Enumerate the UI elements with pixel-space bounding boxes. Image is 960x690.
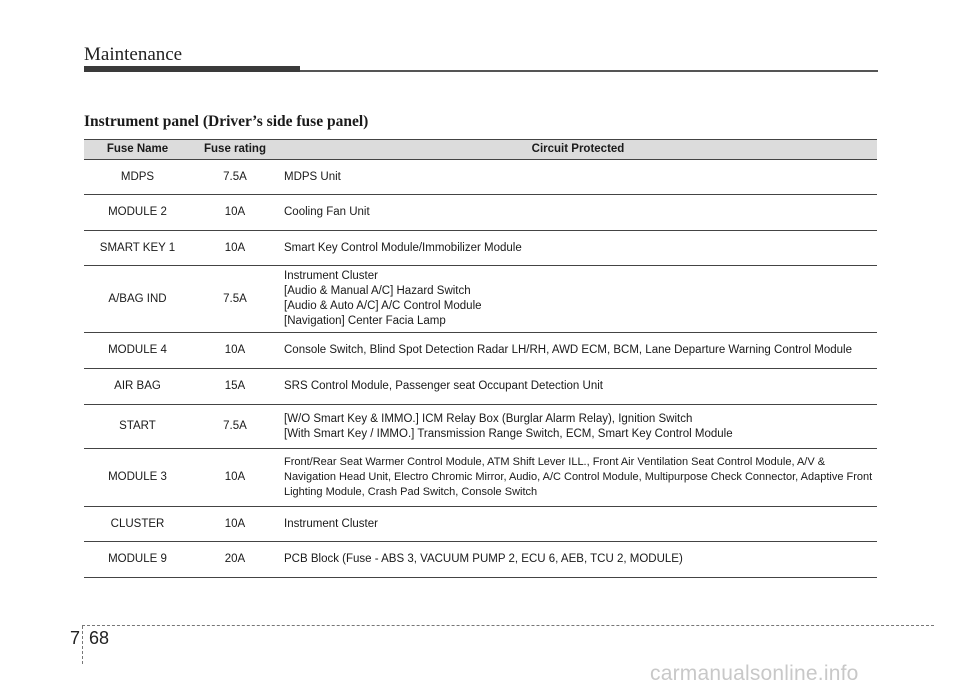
- circuit-line: [Audio & Manual A/C] Hazard Switch: [284, 285, 471, 297]
- circuit-line: PCB Block (Fuse - ABS 3, VACUUM PUMP 2, ECU 6, AEB, TCU 2, MODULE): [284, 553, 683, 565]
- fuse-name-cell: SMART KEY 1: [84, 231, 191, 266]
- chapter-number: 7: [70, 628, 81, 648]
- watermark: carmanualsonline.info: [650, 662, 859, 685]
- table-row: [84, 231, 877, 266]
- circuit-line: [With Smart Key / IMMO.] Transmission Range Switch, ECM, Smart Key Control Module: [284, 427, 733, 440]
- page-number: 68: [89, 628, 110, 648]
- circuit-cell: [279, 195, 877, 231]
- footer-divider-vertical: [82, 626, 83, 664]
- circuit-cell: [279, 507, 877, 542]
- circuit-line: Instrument Cluster: [284, 270, 378, 282]
- circuit-cell: [279, 449, 877, 507]
- circuit-line: Front/Rear Seat Warmer Control Module, ATM Shift Lever ILL., Front Air Ventilation Seat Control Module, A/V & Navigation Head Unit, Electro Chromic Mirror, Audio, A/C Control Module, Multipurpose Check Connector, Adaptive Front Lighting Module, Crash Pad Switch, Console Switch: [284, 456, 873, 498]
- column-header-fuse-rating: Fuse rating: [191, 140, 279, 160]
- table-row: [84, 449, 877, 507]
- panel-title: Instrument panel (Driver’s side fuse panel): [84, 113, 369, 130]
- table-row: [84, 333, 877, 369]
- fuse-name-cell: MODULE 3: [84, 449, 191, 507]
- circuit-cell: [279, 333, 877, 369]
- circuit-line: Smart Key Control Module/Immobilizer Module: [284, 241, 522, 254]
- fuse-rating-cell: 7.5A: [191, 160, 279, 195]
- circuit-cell: [279, 369, 877, 405]
- circuit-line: Console Switch, Blind Spot Detection Radar LH/RH, AWD ECM, BCM, Lane Departure Warning Control Module: [284, 344, 852, 356]
- column-header-fuse-name: Fuse Name: [84, 140, 191, 160]
- fuse-rating-cell: 7.5A: [191, 266, 279, 333]
- table-header-row: [84, 140, 877, 160]
- circuit-cell: [279, 266, 877, 333]
- section-title: Maintenance: [84, 44, 183, 65]
- header-bar-thick: [84, 66, 300, 72]
- table-row: [84, 195, 877, 231]
- circuit-line: Instrument Cluster: [284, 517, 378, 530]
- fuse-rating-cell: 7.5A: [191, 405, 279, 449]
- fuse-name-cell: AIR BAG: [84, 369, 191, 405]
- fuse-name-cell: START: [84, 405, 191, 449]
- circuit-cell: [279, 542, 877, 578]
- fuse-rating-cell: 15A: [191, 369, 279, 405]
- fuse-rating-cell: 20A: [191, 542, 279, 578]
- circuit-line: Cooling Fan Unit: [284, 206, 370, 218]
- fuse-name-cell: MODULE 2: [84, 195, 191, 231]
- header-bar-thin: [300, 70, 878, 72]
- fuse-name-cell: MODULE 4: [84, 333, 191, 369]
- circuit-cell: [279, 405, 877, 449]
- footer-divider-horizontal: [82, 625, 934, 626]
- circuit-cell: [279, 231, 877, 266]
- table-row: [84, 160, 877, 195]
- table-row: [84, 369, 877, 405]
- table-row: [84, 542, 877, 578]
- fuse-name-cell: A/BAG IND: [84, 266, 191, 333]
- table-row: [84, 266, 877, 333]
- circuit-cell: [279, 160, 877, 195]
- table-row: [84, 405, 877, 449]
- fuse-table: [84, 139, 877, 578]
- circuit-line: SRS Control Module, Passenger seat Occupant Detection Unit: [284, 380, 603, 392]
- circuit-line: [W/O Smart Key & IMMO.] ICM Relay Box (Burglar Alarm Relay), Ignition Switch: [284, 412, 693, 425]
- fuse-name-cell: CLUSTER: [84, 507, 191, 542]
- fuse-name-cell: MDPS: [84, 160, 191, 195]
- fuse-rating-cell: 10A: [191, 449, 279, 507]
- fuse-rating-cell: 10A: [191, 195, 279, 231]
- fuse-name-cell: MODULE 9: [84, 542, 191, 578]
- circuit-line: [Audio & Auto A/C] A/C Control Module: [284, 300, 482, 312]
- table-row: [84, 507, 877, 542]
- circuit-line: MDPS Unit: [284, 170, 341, 183]
- fuse-rating-cell: 10A: [191, 231, 279, 266]
- circuit-line: [Navigation] Center Facia Lamp: [284, 315, 446, 327]
- column-header-circuit-protected: Circuit Protected: [279, 140, 877, 160]
- fuse-rating-cell: 10A: [191, 333, 279, 369]
- fuse-rating-cell: 10A: [191, 507, 279, 542]
